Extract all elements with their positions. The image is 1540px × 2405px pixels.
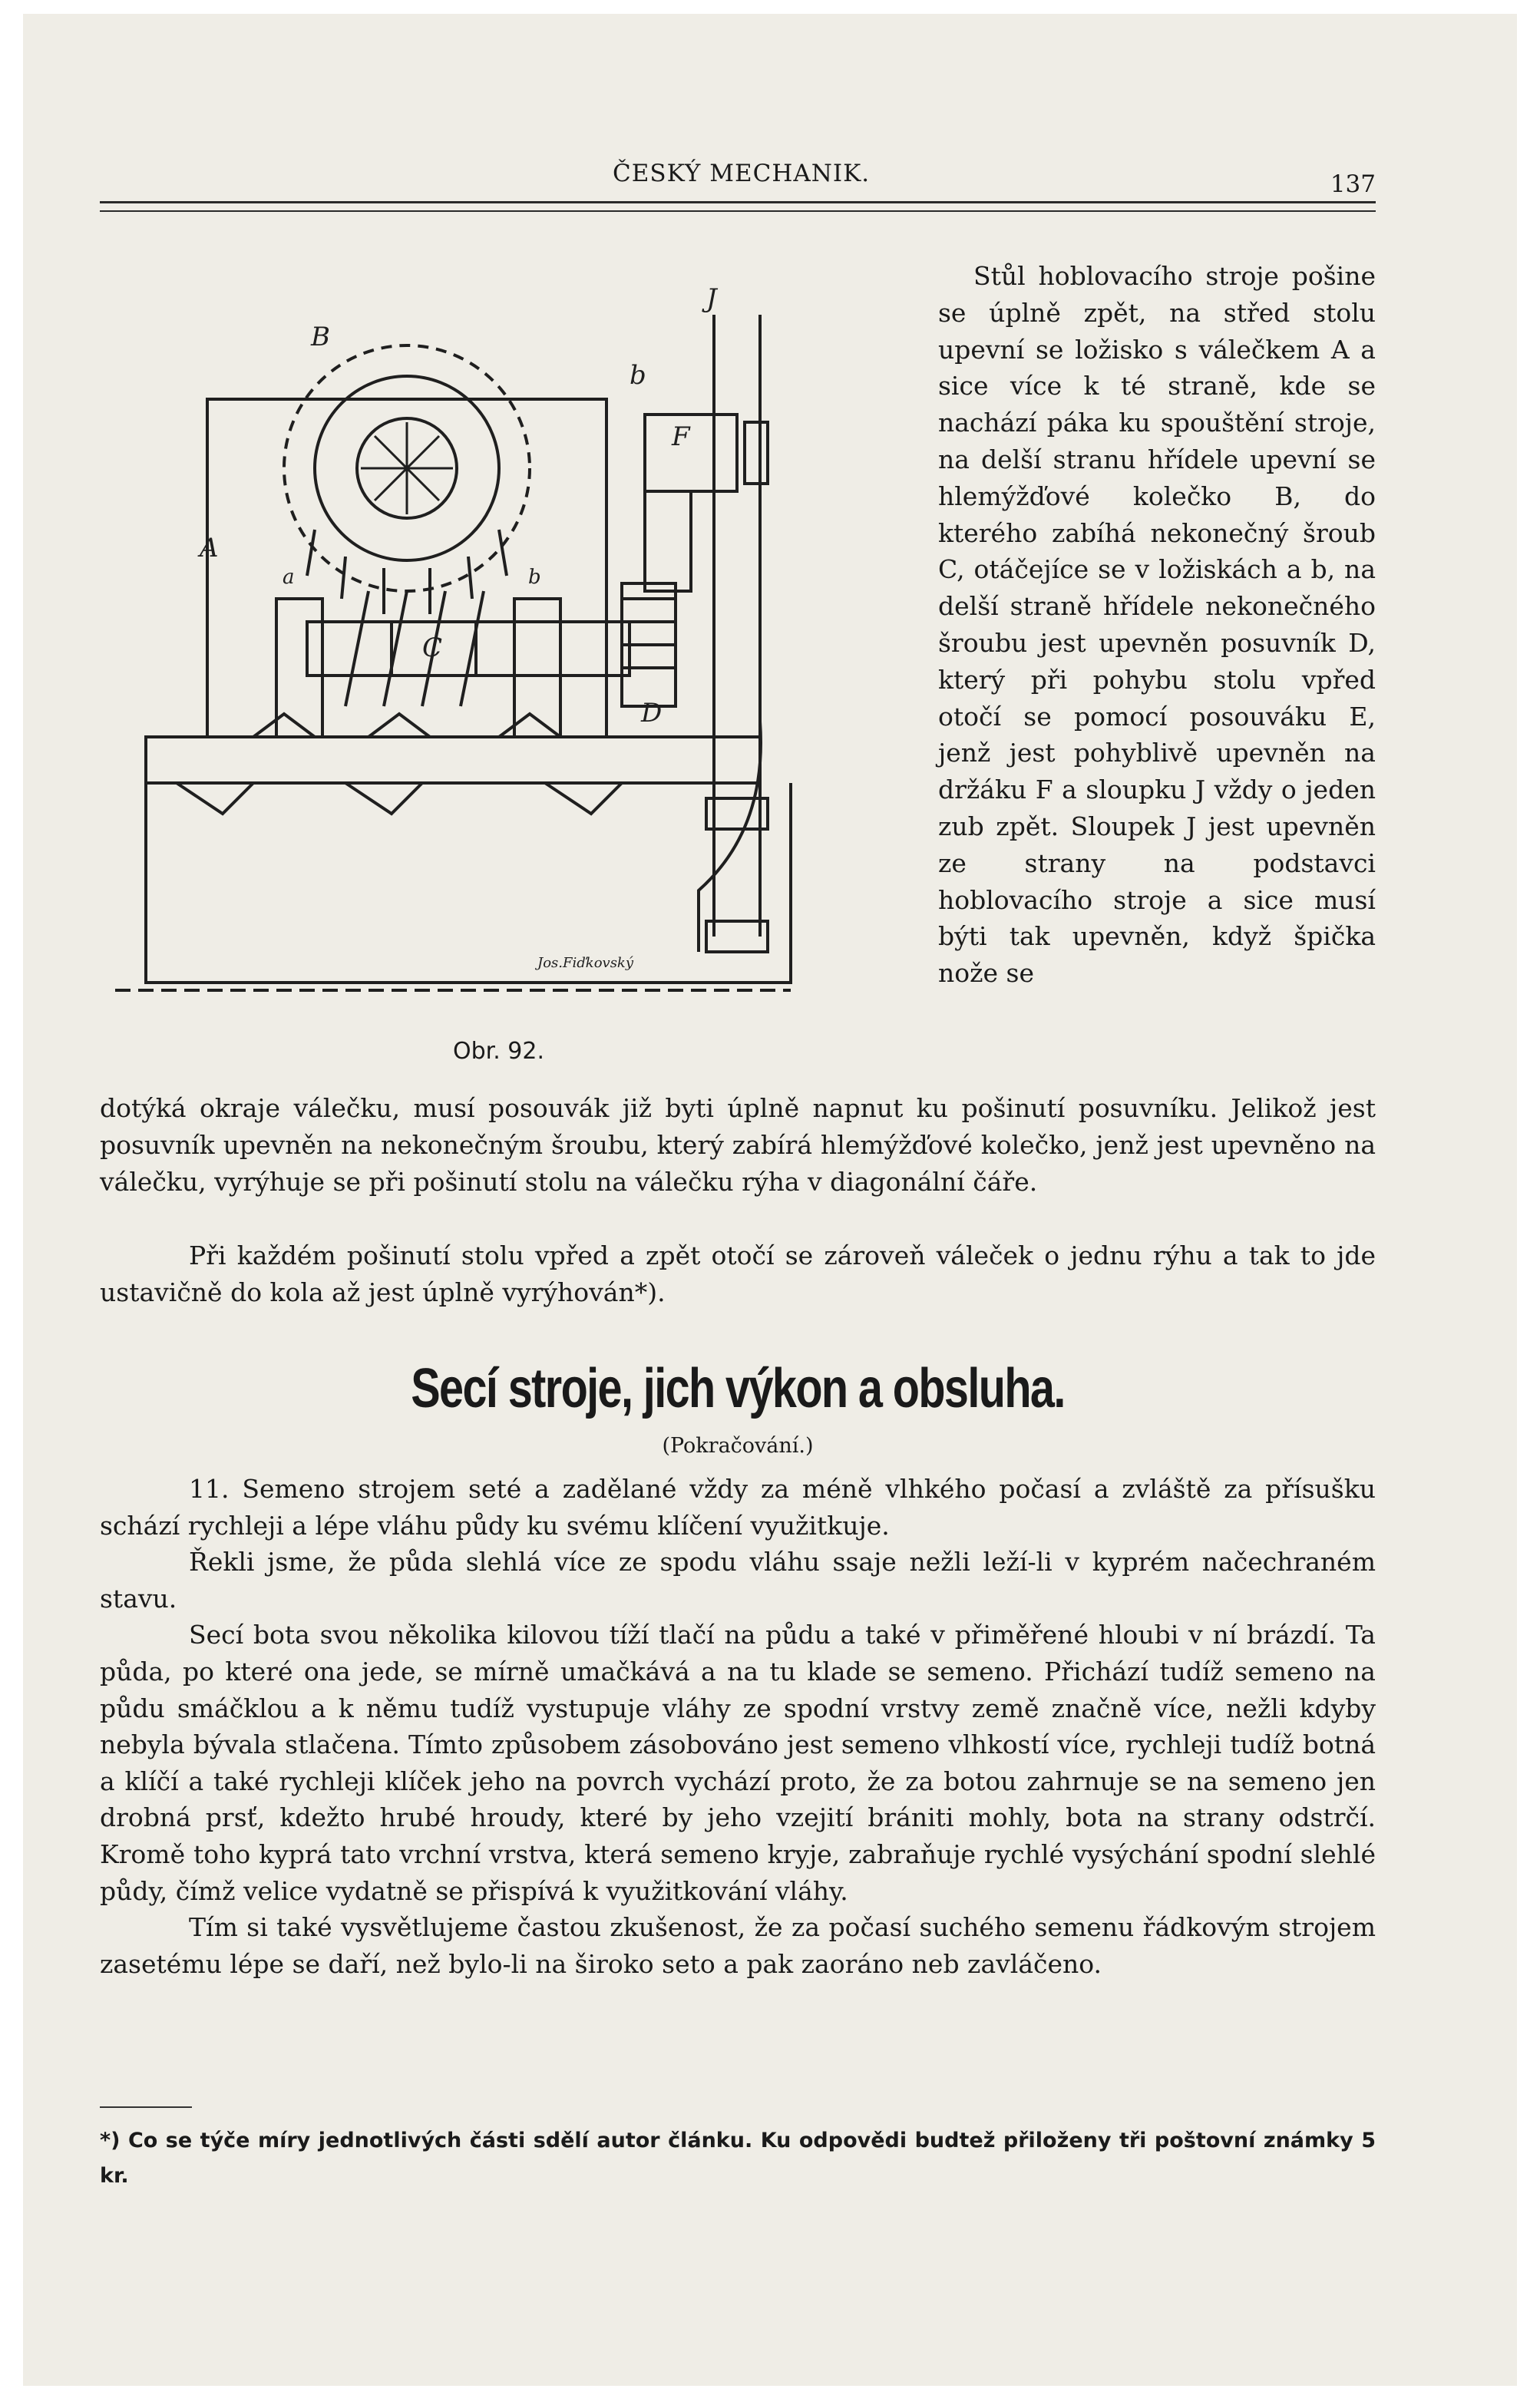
worm-thread bbox=[345, 591, 484, 706]
label-B: B bbox=[311, 322, 330, 352]
section-title: Secí stroje, jich výkon a obsluha. bbox=[411, 1358, 1065, 1419]
hub-hatch bbox=[361, 422, 453, 514]
label-b: b bbox=[528, 566, 541, 589]
header-rule bbox=[100, 201, 1376, 203]
label-F: F bbox=[672, 421, 690, 452]
wheel-teeth bbox=[307, 530, 507, 614]
engraver-signature: Jos.Fiďkovský bbox=[537, 955, 634, 971]
mechanism-drawing bbox=[115, 261, 829, 1013]
dovetails bbox=[177, 783, 622, 814]
article-body bbox=[100, 1471, 1376, 1982]
footnote-rule bbox=[100, 2106, 192, 2108]
label-J: J bbox=[706, 283, 717, 314]
table-slab bbox=[146, 737, 760, 783]
paragraph-continuation: dotýká okraje válečku, musí posouvák již byti úplně napnut ku pošinutí posuvníku. Jelikož jest posuvník upevněn na nekonečným šroubu, který zabírá hlemýžďové kolečko, jenž jest upevněno na válečku, vyrýhuje se při pošinutí stolu na válečku rýha v diagonální čáře. bbox=[100, 1093, 1376, 1197]
figure-caption: Obr. 92. bbox=[453, 1038, 545, 1065]
column-curve bbox=[699, 722, 761, 952]
paragraph-roller: Při každém pošinutí stolu vpřed a zpět otočí se zároveň váleček o jednu rýhu a tak to jde ustavičně do kola až jest úplně vyrýhován*). bbox=[100, 1240, 1376, 1307]
bracket-bolt bbox=[745, 422, 768, 484]
body-paragraph: Tím si také vysvětlujeme častou zkušenost, že za počasí suchého semenu řádkovým strojem zasetému lépe se daří, než bylo-li na široko seto a pak zaoráno neb zavláčeno. bbox=[100, 1912, 1376, 1979]
figure-planer-mechanism bbox=[115, 261, 829, 1013]
page-header bbox=[100, 160, 1376, 198]
header-rule-secondary bbox=[100, 210, 1376, 212]
column-text: Stůl hoblovacího stroje pošine se úplně zpět, na střed stolu upevní se ložisko s válečkem A a sice více k té straně, kde se nachází páka ku spouštění stroje, na delší stranu hřídele upevní se hlemýžďové kolečko B, do kterého zabíhá nekonečný šroub C, otáčejíce se v ložiskách a b, na delší straně hřídele nekonečného šroubu jest upevněn posuvník D, který při pohybu stolu vpřed otočí se pomocí posouváku E, jenž jest pohyblivě upevněn na držáku F a sloupku J vždy o jeden zub zpět. Sloupek J jest upevněn ze strany na podstavci hoblovacího stroje a sice musí býti tak upevněn, když špička nože se bbox=[938, 261, 1376, 989]
page-number: 137 bbox=[1330, 170, 1376, 198]
label-a: a bbox=[283, 566, 295, 589]
label-C: C bbox=[422, 633, 443, 663]
body-paragraph: Secí bota svou několika kilovou tíží tlačí na půdu a také v přiměřené hloubi v ní brázdí. Ta půda, po které ona jede, se mírně umačkává a na tu klade se semeno. Přichází tudíž semeno na půdu smáčklou a k němu tudíž vystupuje vláhy ze spodní vrstvy země značně více, nežli kdyby nebyla bývala stlačena. Tímto způsobem zásobováno jest semeno vlhkostí více, rychleji tudíž botná a klíčí a také rychleji klíček jeho na povrch vychází proto, že za botou zahrnuje se na semeno jen drobná prsť, kdežto hrubé hroudy, které by jeho vzejití brániti mohly, bota na strany odstrčí. Kromě toho kyprá tato vrchní vrstva, která semeno kryje, zabraňuje rychlé vysýchání spodní slehlé půdy, čímž velice vydatně se přispívá k využitkování vláhy. bbox=[100, 1620, 1376, 1906]
bearing-b bbox=[514, 599, 560, 737]
footnote: *) Co se týče míry jednotlivých části sdělí autor článku. Ku odpovědi budtež přiloženy tři poštovní známky 5 kr. bbox=[100, 2129, 1376, 2188]
label-D: D bbox=[641, 698, 663, 728]
section-subtitle: (Pokračování.) bbox=[662, 1434, 814, 1458]
body-paragraph: Řekli jsme, že půda slehlá více ze spodu vláhu ssaje nežli leží-li v kyprém načechraném stavu. bbox=[100, 1547, 1376, 1614]
running-title: ČESKÝ MECHANIK. bbox=[613, 160, 871, 187]
label-b-upper: b bbox=[630, 360, 646, 391]
bracket-f bbox=[645, 415, 737, 491]
lever-e bbox=[645, 491, 691, 591]
label-A: A bbox=[200, 533, 219, 563]
body-paragraph: 11. Semeno strojem seté a zadělané vždy za méně vlhkého počasí a zvláště za přísušku schází rychleji a lépe vláhu půdy ku svému klíčení využitkuje. bbox=[100, 1474, 1376, 1541]
base-outline bbox=[146, 783, 791, 983]
